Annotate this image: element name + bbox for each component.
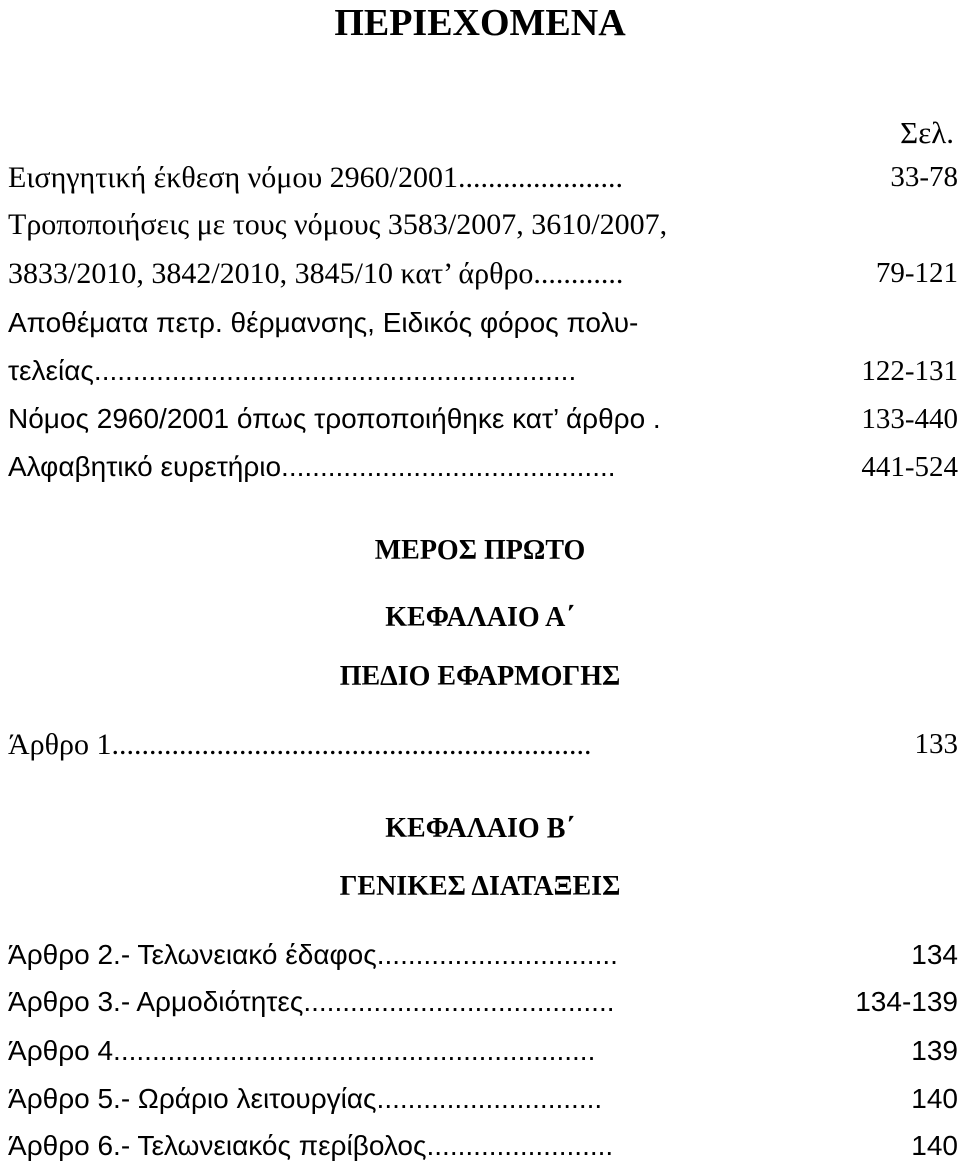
toc-entry-text: Τροποποιήσεις με τους νόμους 3583/2007, 3610/2007, (8, 208, 668, 241)
article-entry-pages: 134-139 (855, 986, 958, 1017)
article-entry-pages: 140 (911, 1130, 958, 1161)
toc-entry-pages: 33-78 (890, 161, 958, 193)
article-entry-text: Άρθρο 5.- Ωράριο λειτουργίας............................. (8, 1083, 603, 1114)
page-column-label: Σελ. (900, 115, 954, 150)
page-title: ΠΕΡΙΕΧΟΜΕΝΑ (334, 2, 626, 44)
article-entry-pages: 134 (911, 939, 958, 970)
article-entry-text: Άρθρο 6.- Τελωνειακός περίβολος........................ (8, 1130, 614, 1161)
part-heading: ΜΕΡΟΣ ΠΡΩΤΟ (374, 535, 586, 566)
chapter-heading: ΚΕΦΑΛΑΙΟ Β΄ (385, 813, 575, 844)
toc-entry-text: Νόμος 2960/2001 όπως τροποποιήθηκε κατ’ άρθρο . (8, 403, 661, 434)
toc-entry-text: Αλφαβητικό ευρετήριο........................................... (8, 451, 616, 482)
article-entry-pages: 140 (911, 1083, 958, 1114)
article-entry-text: Άρθρο 3.- Αρμοδιότητες........................................ (8, 986, 615, 1017)
article-entry-pages: 133 (914, 728, 958, 760)
article-entry-text: Άρθρο 4.............................................................. (8, 1035, 596, 1066)
toc-entry-text: τελείας.............................................................. (8, 355, 577, 386)
article-entry-text: Άρθρο 1................................................................ (8, 728, 592, 761)
toc-entry-text: Αποθέματα πετρ. θέρμανσης, Ειδικός φόρος πολυ- (8, 307, 639, 338)
toc-entry-pages: 133-440 (861, 403, 958, 435)
toc-entry-pages: 122-131 (861, 355, 958, 387)
toc-entry-pages: 441-524 (861, 451, 958, 483)
article-entry-text: Άρθρο 2.- Τελωνειακό έδαφος............................... (8, 939, 618, 970)
toc-entry-text: Εισηγητική έκθεση νόμου 2960/2001...................... (8, 161, 624, 194)
toc-entry-text: 3833/2010, 3842/2010, 3845/10 κατ’ άρθρο............ (8, 257, 624, 290)
chapter-title: ΠΕΔΙΟ ΕΦΑΡΜΟΓΗΣ (339, 661, 621, 692)
article-entry-pages: 139 (911, 1035, 958, 1066)
chapter-heading: ΚΕΦΑΛΑΙΟ Α΄ (385, 602, 575, 633)
chapter-title: ΓΕΝΙΚΕΣ ΔΙΑΤΑΞΕΙΣ (339, 871, 621, 902)
toc-entry-pages: 79-121 (875, 257, 958, 289)
